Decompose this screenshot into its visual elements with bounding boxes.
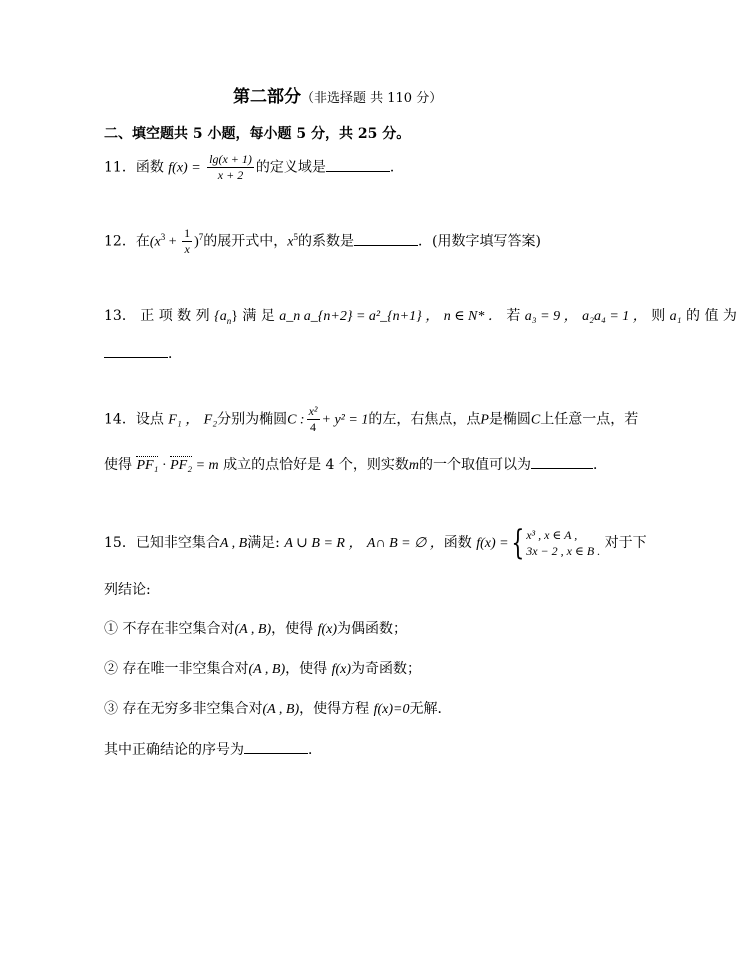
q12-prefix: 在	[135, 233, 150, 250]
q12-middle: 的展开式中，	[203, 233, 288, 250]
part-title-main: 第二部分	[233, 87, 301, 107]
q15-number: 15．	[104, 535, 136, 551]
q13-value: 的 值 为	[686, 308, 737, 324]
q15-case-1: x³ , x ∈ A ,	[526, 528, 578, 542]
q13-a1: a₁	[669, 309, 682, 324]
question-13	[104, 309, 737, 324]
q12-answer-blank[interactable]	[354, 233, 418, 246]
q14-vector-pf2: PF₂	[170, 458, 193, 473]
q14-m: m	[408, 458, 420, 473]
q15-item1-a: ① 不存在非空集合对	[104, 621, 235, 637]
q14-C2: C	[530, 412, 541, 428]
q15-item3-pair: (A , B)	[262, 702, 300, 717]
q12-end: ．(用数字填写答案)	[418, 233, 541, 250]
q15-answer-blank[interactable]	[244, 741, 308, 754]
q14-F1: F₁ ，	[168, 412, 200, 428]
q14-line1-a: 设点	[135, 411, 164, 428]
q13-seq-sub: n	[226, 315, 232, 326]
q15-end: ．	[308, 742, 322, 758]
q11-fraction	[207, 153, 254, 182]
q11-numerator: lg(x + 1)	[209, 152, 252, 166]
q14-ellipse: C :	[287, 412, 305, 428]
q15-item2-f: f(x)	[331, 662, 352, 677]
q12-fraction	[182, 227, 192, 256]
q15-item2-pair: (A , B)	[248, 662, 286, 677]
q11-suffix: 的定义域是	[255, 159, 326, 176]
q15-item3-c: 无解．	[409, 701, 452, 717]
q13-seq-close: }	[231, 309, 238, 324]
q15-intersection: A∩ B = ∅ ，	[366, 536, 444, 551]
q15-item-2	[104, 662, 421, 677]
q15-final-a: 其中正确结论的序号为	[104, 742, 244, 758]
q14-line1-e: 上任意一点，若	[540, 411, 639, 428]
q12-number: 12．	[104, 233, 136, 250]
q13-seq: {a	[214, 309, 227, 324]
q14-line2-c: 的一个取值可以为	[419, 457, 532, 473]
q14-ellipse-fraction	[307, 405, 320, 434]
q13-line1: 正 项 数 列	[140, 308, 210, 324]
section-heading: 二、填空题共 5 小题，每小题 5 分，共 25 分。	[104, 126, 411, 142]
q13-nset: n ∈ N* ．	[443, 309, 502, 324]
q14-ell-rest: + y² = 1	[321, 412, 369, 428]
q14-eqm: = m	[192, 458, 219, 473]
q13-then: 则	[651, 308, 666, 324]
q12-term-exponent: 5	[293, 231, 299, 242]
q13-answer-blank[interactable]	[104, 345, 168, 358]
q14-vector-pf1: PF₁	[136, 458, 159, 473]
q15-item3-f: f(x)=0	[373, 702, 410, 717]
q13-number: 13．	[104, 308, 136, 324]
q11-number: 11．	[104, 159, 136, 176]
q14-F2: F₂	[203, 412, 218, 428]
part-title	[233, 89, 442, 106]
question-14-line-2	[104, 456, 607, 473]
q13-relation: a_n a_{n+2} = a²_{n+1} ，	[279, 309, 440, 324]
q12-frac-den: x	[184, 242, 190, 256]
q14-line1-d: 是椭圆	[488, 411, 531, 428]
q15-union: A ∪ B = R ，	[284, 536, 363, 551]
q11-denominator: x + 2	[217, 168, 244, 182]
q13-end: ．	[168, 346, 182, 362]
q15-line1-a: 已知非空集合	[135, 535, 220, 551]
q15-item3-b: ，使得方程	[299, 701, 370, 717]
q15-line1-c: 对于下	[604, 535, 647, 551]
q15-item2-a: ② 存在唯一非空集合对	[104, 661, 249, 677]
q14-ell-den: 4	[310, 420, 317, 434]
q15-brace: {	[510, 523, 524, 563]
question-15	[104, 523, 647, 563]
q15-item1-c: 为偶函数；	[337, 621, 408, 637]
question-11	[104, 153, 404, 182]
q14-line2-b: 成立的点恰好是 4 个，则实数	[223, 457, 409, 473]
q12-suffix: 的系数是	[298, 233, 355, 250]
q15-func-label: 函数	[443, 535, 472, 551]
question-14	[104, 405, 638, 434]
part-title-sub: （非选择题 共 110 分）	[301, 91, 443, 106]
q11-prefix: 函数	[135, 159, 164, 176]
q11-end: ．	[389, 159, 404, 176]
question-13-answer-line	[104, 345, 182, 361]
q15-cases	[526, 527, 600, 559]
q15-item1-b: ，使得	[271, 621, 314, 637]
q12-expr-open: (x	[149, 234, 161, 250]
q15-final-line	[104, 741, 322, 757]
q13-a3: a₃ = 9 ，	[524, 309, 578, 324]
q11-func: f(x) =	[168, 160, 201, 176]
q12-plus: +	[165, 234, 181, 250]
q15-item2-b: ，使得	[285, 661, 328, 677]
q15-line1-b: 满足:	[247, 535, 280, 551]
q13-satisfy: 满 足	[242, 308, 275, 324]
q15-item1-f: f(x)	[317, 622, 338, 637]
q14-line2-a: 使得	[104, 457, 132, 473]
q14-end: ．	[593, 457, 608, 473]
question-12: 12．在($x^3$ + $\frac{1}{x}$ )$^7$的展开式中，$x^5$的系数是 ．(用数字填写答案)	[104, 226, 541, 256]
q15-item3-a: ③ 存在无穷多非空集合对	[104, 701, 263, 717]
q15-AB: A , B	[219, 536, 248, 551]
q12-term: x	[287, 234, 294, 250]
q15-item2-c: 为奇函数；	[351, 661, 422, 677]
q15-line-2: 列结论:	[104, 582, 151, 598]
q12-frac-num: 1	[184, 226, 191, 240]
q13-a2a4: a₂a₄ = 1 ，	[582, 309, 647, 324]
q13-if: 若	[506, 308, 521, 324]
q14-number: 14．	[104, 411, 136, 428]
q15-func: f(x) =	[476, 536, 509, 551]
q14-line1-b: 分别为椭圆	[217, 411, 288, 428]
q14-line1-c: 的左，右焦点，点	[368, 411, 481, 428]
q14-dot: ·	[158, 458, 171, 473]
q15-item-3	[104, 702, 451, 717]
q15-item-1	[104, 622, 407, 637]
q14-P: P	[480, 412, 489, 428]
q15-case-2: 3x − 2 , x ∈ B .	[526, 544, 601, 558]
q11-answer-blank[interactable]	[326, 159, 390, 172]
q14-answer-blank[interactable]	[531, 456, 593, 469]
q15-item1-pair: (A , B)	[234, 622, 272, 637]
q14-ell-num: x²	[308, 404, 318, 418]
q12-outer-exponent: 7	[198, 231, 204, 242]
